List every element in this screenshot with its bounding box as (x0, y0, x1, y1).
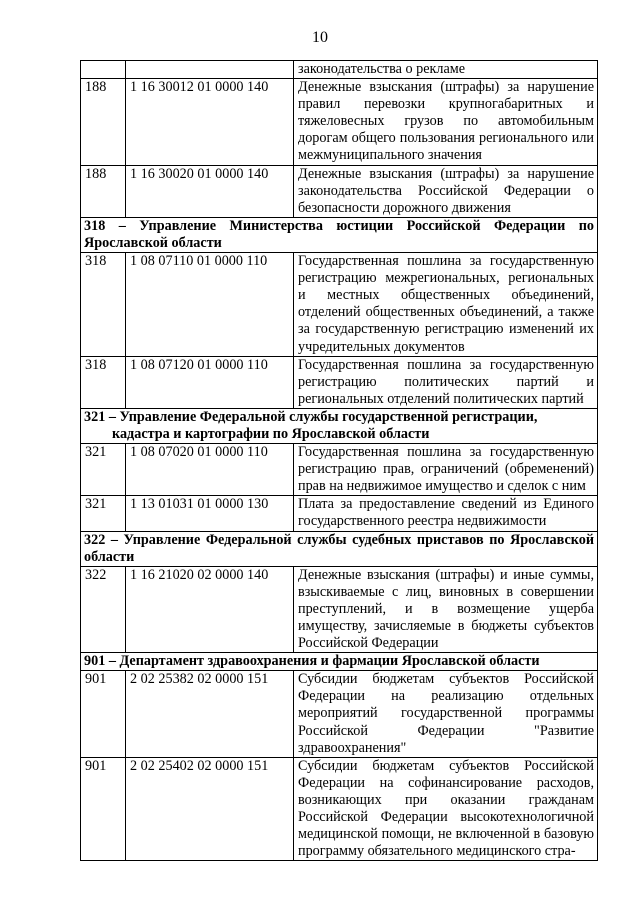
admin-code-cell: 321 (81, 444, 126, 496)
section-header-row (81, 408, 598, 443)
admin-code-cell: 318 (81, 356, 126, 408)
admin-code-cell: 901 (81, 671, 126, 757)
budget-code-cell: 2 02 25382 02 0000 151 (126, 671, 294, 757)
section-header-row (81, 531, 598, 566)
admin-code-cell: 322 (81, 566, 126, 652)
budget-code-cell: 1 08 07120 01 0000 110 (126, 356, 294, 408)
section-title (81, 408, 598, 443)
table-row (81, 165, 598, 217)
section-title-line: кадастра и картографии по Ярославской области (112, 425, 430, 442)
table-row (81, 496, 598, 531)
section-title: 322 – Управление Федеральной службы судебных приставов по Ярославской области (81, 531, 598, 566)
description-cell: Денежные взыскания (штрафы) за нарушение правил перевозки крупногабаритных и тяжеловесных грузов по автомобильным дорогам общего пользования регионального или межмуниципального значения (294, 79, 598, 165)
table-row (81, 757, 598, 861)
admin-code-cell: 188 (81, 165, 126, 217)
page-number: 10 (312, 29, 328, 46)
admin-code-cell (81, 61, 126, 79)
budget-code-cell: 2 02 25402 02 0000 151 (126, 757, 294, 861)
description-cell: Государственная пошлина за государственную регистрацию политических партий и региональных отделений политических партий (294, 356, 598, 408)
admin-code-cell: 318 (81, 253, 126, 357)
description-cell: Субсидии бюджетам субъектов Российской Федерации на софинансирование расходов, возникающих при оказании гражданам Российской Федерации высокотехнологичной медицинской помощи, не включенной в базовую программу обязательного медицинского стра- (294, 757, 598, 861)
revenue-codes-table (80, 60, 598, 861)
budget-code-cell: 1 16 30012 01 0000 140 (126, 79, 294, 165)
table-row (81, 566, 598, 652)
table-row (81, 61, 598, 79)
description-cell: Субсидии бюджетам субъектов Российской Федерации на реализацию отдельных мероприятий государственной программы Российской Федерации "Развитие здравоохранения" (294, 671, 598, 757)
table-row (81, 356, 598, 408)
budget-code-cell: 1 16 30020 01 0000 140 (126, 165, 294, 217)
description-cell: Денежные взыскания (штрафы) за нарушение законодательства Российской Федерации о безопасности дорожного движения (294, 165, 598, 217)
section-title: 901 – Департамент здравоохранения и фармации Ярославской области (81, 653, 598, 671)
section-header-row (81, 653, 598, 671)
admin-code-cell: 321 (81, 496, 126, 531)
budget-code-cell: 1 08 07020 01 0000 110 (126, 444, 294, 496)
budget-code-cell: 1 13 01031 01 0000 130 (126, 496, 294, 531)
section-title: 318 – Управление Министерства юстиции Российской Федерации по Ярославской области (81, 217, 598, 252)
section-header-row (81, 217, 598, 252)
table-row (81, 671, 598, 757)
table-row (81, 444, 598, 496)
description-cell: Денежные взыскания (штрафы) и иные суммы, взыскиваемые с лиц, виновных в совершении преступлений, и в возмещение ущерба имуществу, зачисляемые в бюджеты субъектов Российской Федерации (294, 566, 598, 652)
description-cell: Плата за предоставление сведений из Единого государственного реестра недвижимости (294, 496, 598, 531)
description-cell: законодательства о рекламе (294, 61, 598, 79)
table-row (81, 253, 598, 357)
section-title-line: 321 – Управление Федеральной службы государственной регистрации, (84, 408, 538, 425)
description-cell: Государственная пошлина за государственную регистрацию прав, ограничений (обременений) прав на недвижимое имущество и сделок с ним (294, 444, 598, 496)
budget-code-cell: 1 16 21020 02 0000 140 (126, 566, 294, 652)
table-row (81, 79, 598, 165)
budget-code-cell: 1 08 07110 01 0000 110 (126, 253, 294, 357)
admin-code-cell: 188 (81, 79, 126, 165)
description-cell: Государственная пошлина за государственную регистрацию межрегиональных, региональных и местных общественных объединений, отделений общественных объединений, а также за государственную регистрацию изменений их учредительных документов (294, 253, 598, 357)
budget-code-cell (126, 61, 294, 79)
admin-code-cell: 901 (81, 757, 126, 861)
